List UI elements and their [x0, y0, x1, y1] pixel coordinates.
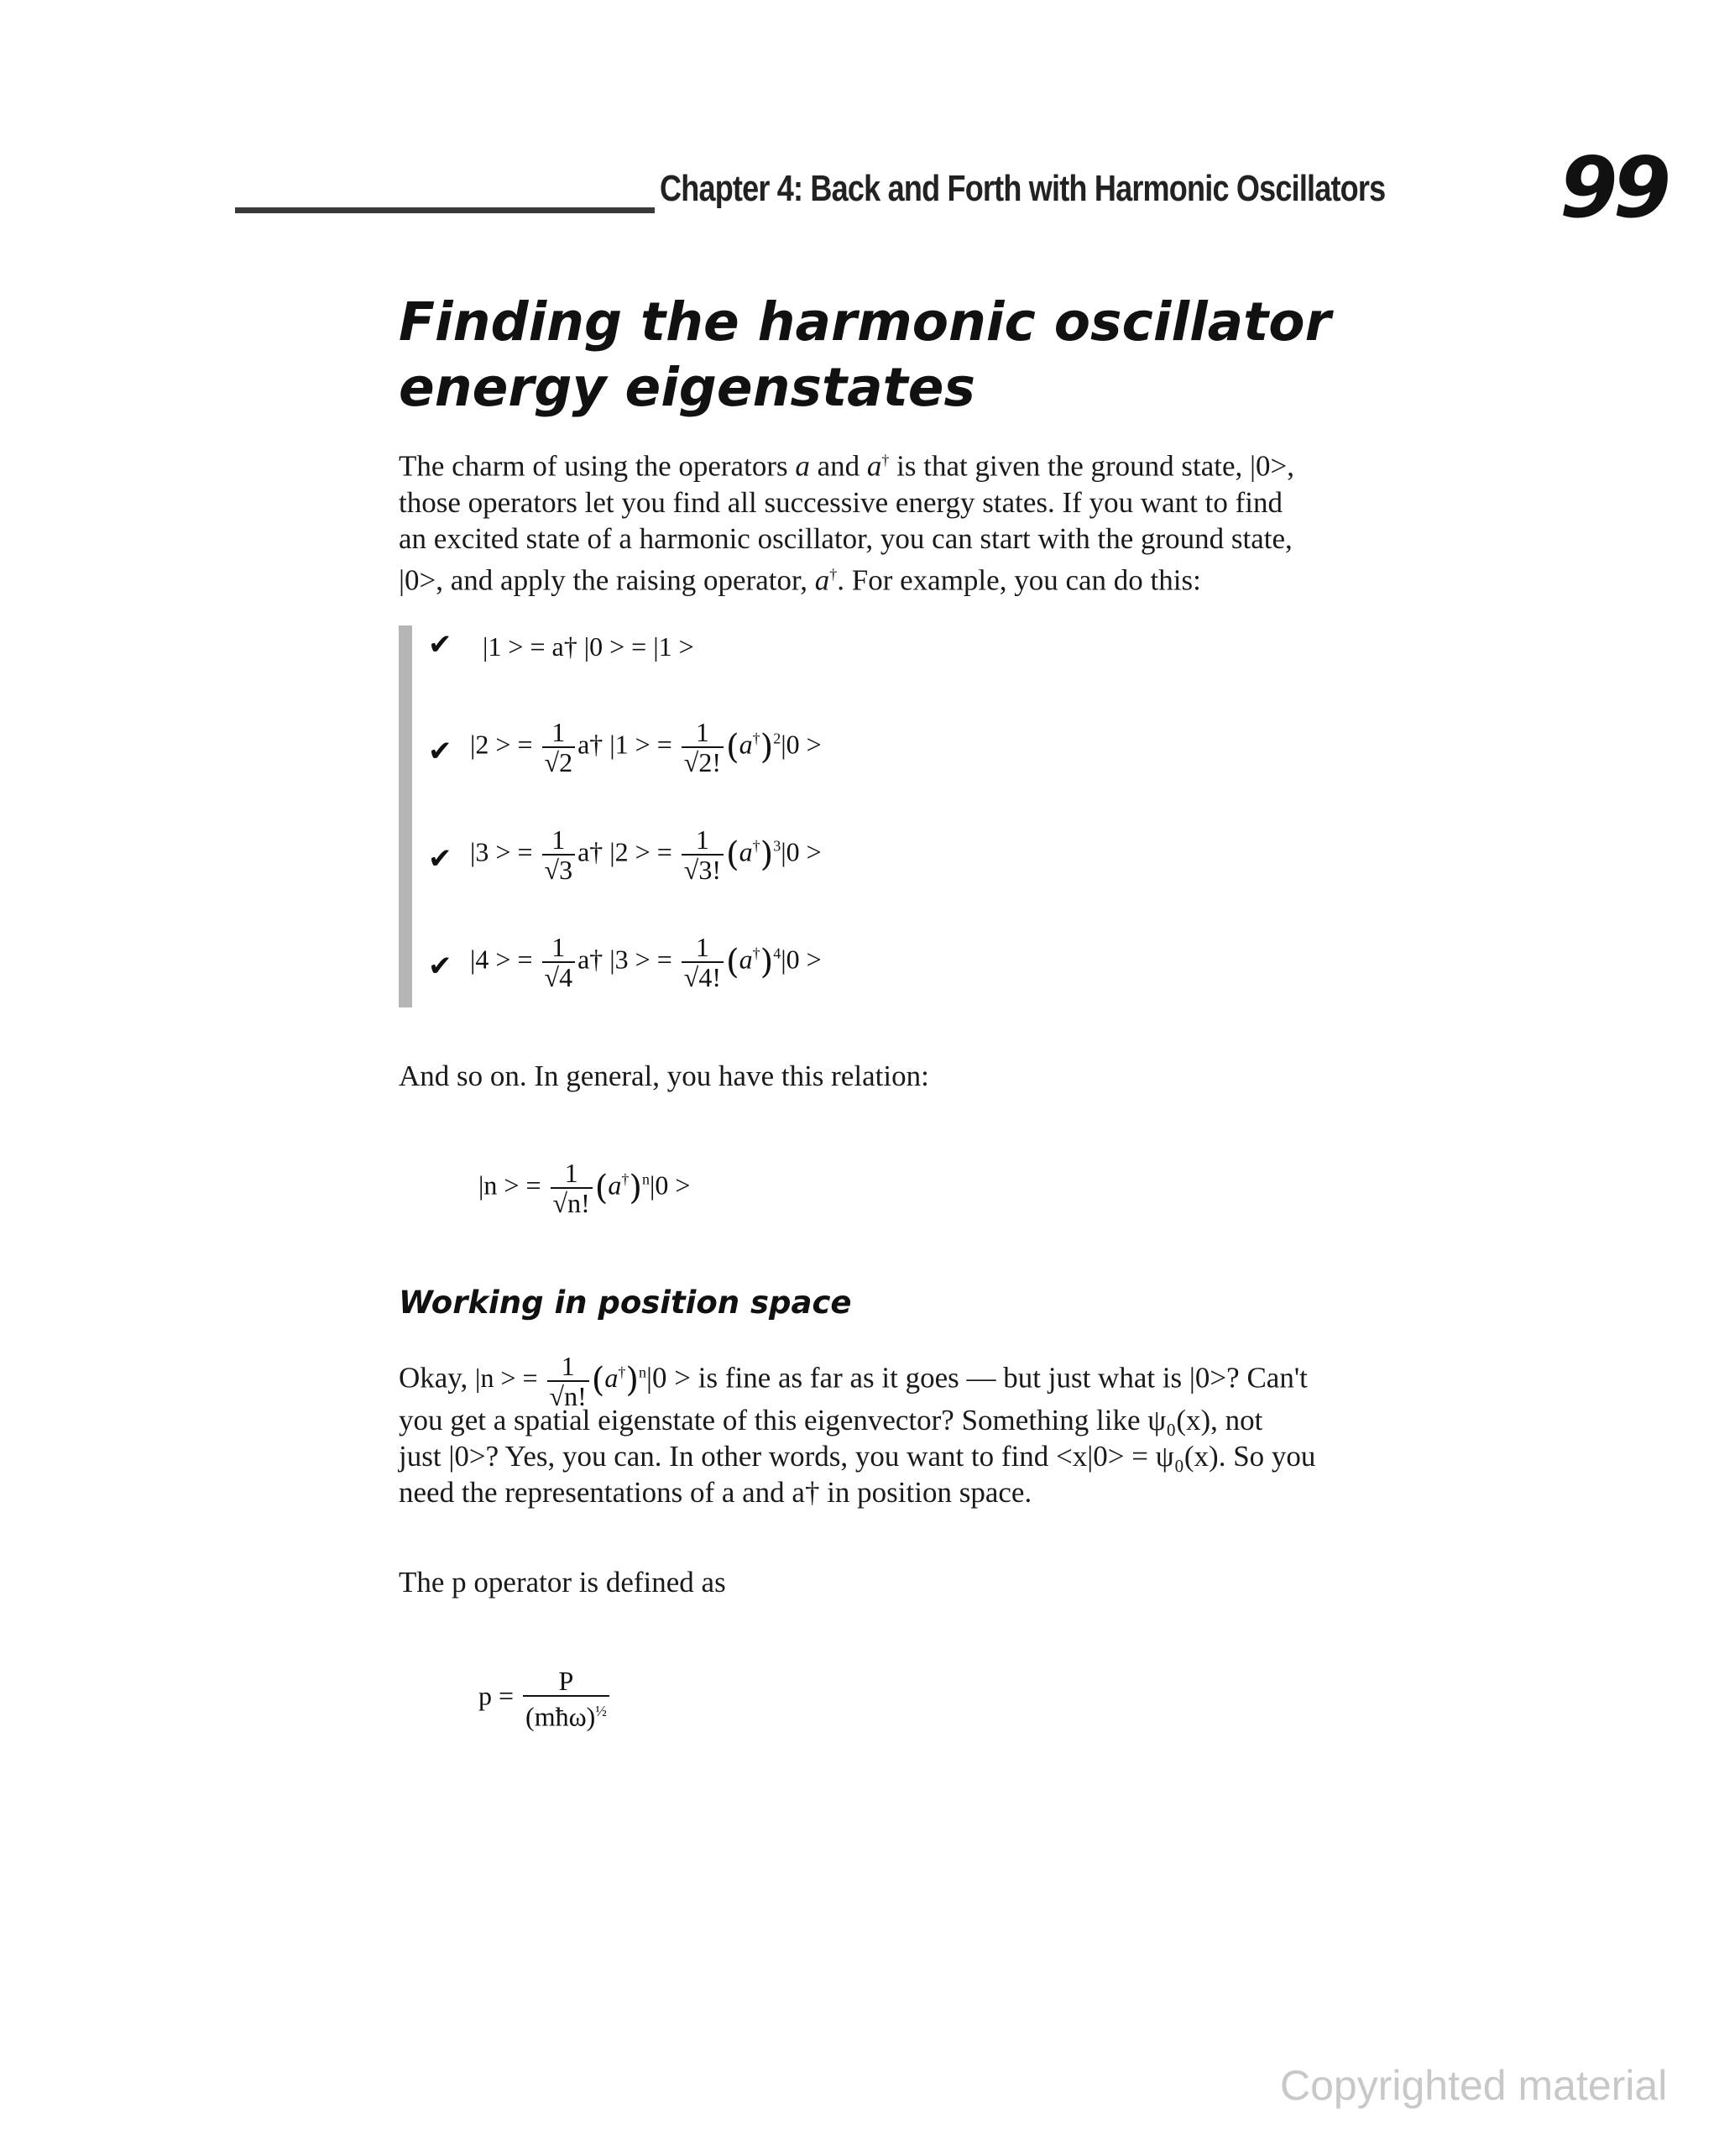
checkmark-icon: ✔: [428, 950, 452, 983]
checkmark-icon: ✔: [428, 735, 452, 768]
intro-line-4: |0>, and apply the raising operator, a†. For example, you can do this:: [399, 563, 1201, 597]
position-line-3: just |0>? Yes, you can. In other words, you want to find <x|0> = ψ₀(x). So you: [399, 1440, 1316, 1473]
intro-paragraph: [399, 442, 1507, 598]
list-sidebar-bar: [399, 625, 412, 1007]
equation-2: |2 > = $\frac{1}{√2}$ a† |1 > = $\frac{1}{√2!}$ $(a^\dagger)^2|0$ >: [470, 717, 822, 777]
header-rule: [235, 207, 655, 213]
checkmark-icon: ✔: [428, 628, 452, 662]
p-operator-equation: p = $\frac{P}{(mħ\omega)^{\frac{1}{2}}}$: [478, 1667, 612, 1731]
general-text: And so on. In general, you have this relation:: [399, 1060, 929, 1092]
section-heading-line-1: Finding the harmonic oscillator: [399, 291, 1331, 353]
intro-line-1: The charm of using the operators a and a† is that given the ground state, |0>,: [399, 449, 1295, 483]
p-operator-text: The p operator is defined as: [399, 1566, 726, 1599]
position-line-2: you get a spatial eigenstate of this eigenvector? Something like ψ₀(x), not: [399, 1404, 1263, 1436]
equation-4: |4 > = $\frac{1}{√4}$ a† |3 > = $\frac{1}{√4!}$ $(a^\dagger)^4|0$ >: [470, 932, 822, 992]
running-header: Chapter 4: Back and Forth with Harmonic Oscillators: [660, 168, 1386, 209]
checkmark-icon: ✔: [428, 842, 452, 876]
copyright-watermark: Copyrighted material: [1280, 2062, 1668, 2109]
general-equation: |n > = $\frac{1}{√n!}$ $(a^\dagger)^n|0$ >: [478, 1158, 691, 1218]
page-number: 99: [1560, 139, 1667, 237]
section-heading-line-2: energy eigenstates: [399, 357, 975, 418]
equation-1: |1 > = a† |0 > = |1 >: [483, 631, 694, 662]
equation-3: |3 > = $\frac{1}{√3}$ a† |2 > = $\frac{1}{√3!}$ $(a^\dagger)^3|0$ >: [470, 824, 822, 885]
okay-line: Okay, |n > = $\frac{1}{√n!}$ $(a^\dagger)^n|0$ > is fine as far as it goes — but just what is |0>? Can't: [399, 1351, 1308, 1411]
intro-line-3: an excited state of a harmonic oscillator, you can start with the ground state,: [399, 521, 1293, 555]
position-line-4: need the representations of a and a† in position space.: [399, 1476, 1032, 1509]
subsection-heading: Working in position space: [399, 1285, 852, 1321]
intro-line-2: those operators let you find all successive energy states. If you want to find: [399, 485, 1283, 519]
position-space-paragraph: [399, 1352, 1507, 1510]
section-heading: [399, 290, 1331, 421]
